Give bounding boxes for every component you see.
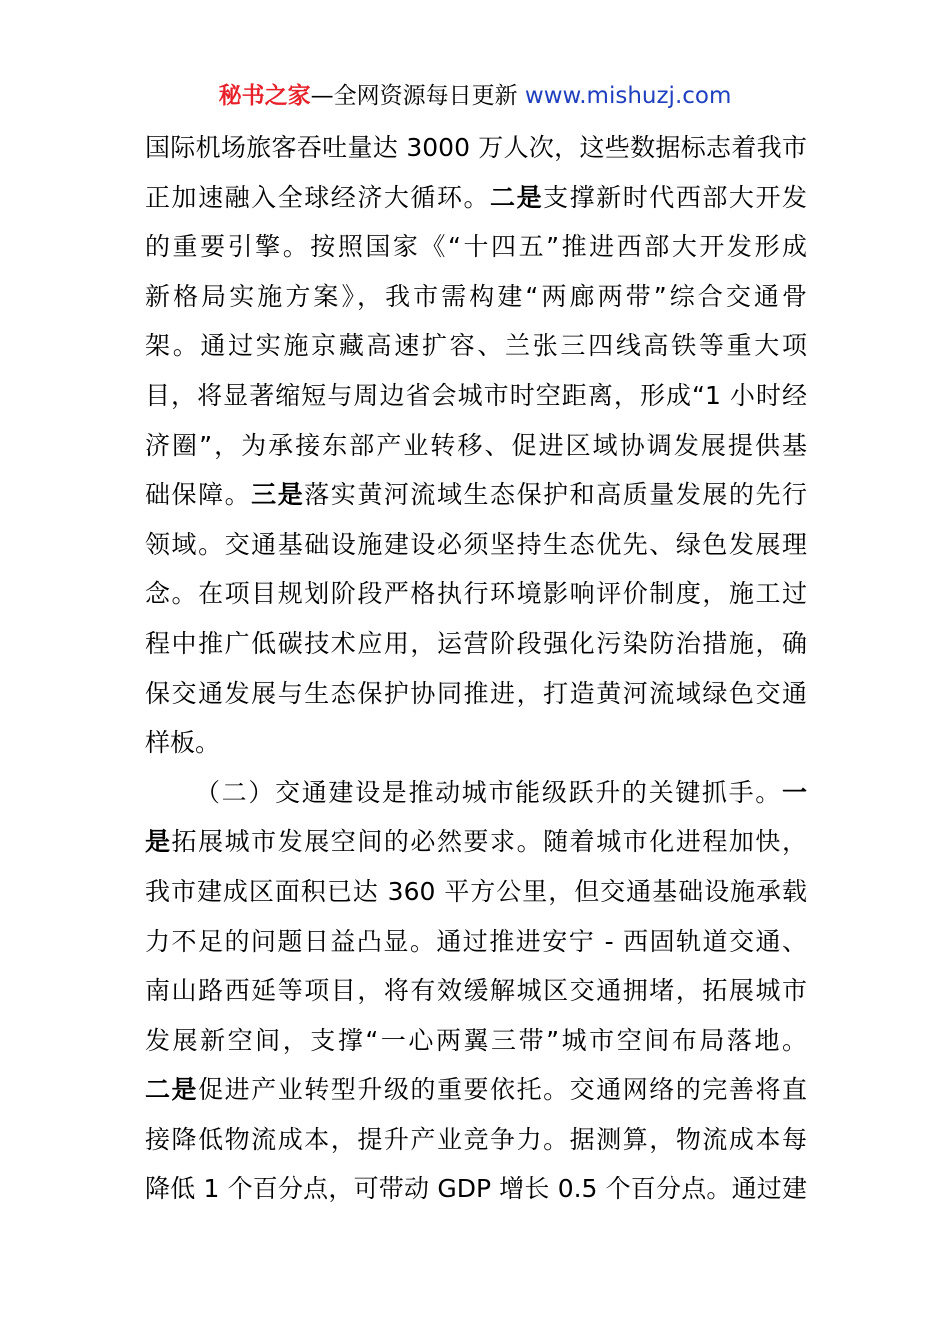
bold-run: 一	[781, 777, 807, 807]
text-line	[145, 917, 807, 967]
text-line	[145, 421, 807, 471]
text-run: 保交通发展与生态保护协同推进，打造黄河流域绿色交通	[145, 678, 807, 708]
text-run: 样板。	[145, 728, 221, 758]
bold-run: 二是	[145, 1075, 199, 1105]
text-line	[145, 1065, 807, 1115]
text-run: 的重要引擎。按照国家《“十四五”推进西部大开发形成	[145, 232, 807, 262]
text-run: 新格局实施方案》，我市需构建“两廊两带”综合交通骨	[145, 281, 807, 311]
text-run: 济圈”，为承接东部产业转移、促进区域协调发展提供基	[145, 430, 807, 460]
text-line	[145, 173, 807, 223]
text-run: 拓展城市发展空间的必然要求。随着城市化进程加快，	[171, 827, 807, 857]
bold-run: 三是	[251, 480, 305, 510]
text-run: 促进产业转型升级的重要依托。交通网络的完善将直	[198, 1075, 807, 1105]
text-run: 南山路西延等项目，将有效缓解城区交通拥堵，拓展城市	[145, 976, 807, 1006]
text-run: 架。通过实施京藏高速扩容、兰张三四线高铁等重大项	[145, 331, 807, 361]
text-line	[145, 321, 807, 371]
text-line	[145, 123, 807, 173]
text-run: 领域。交通基础设施建设必须坚持生态优先、绿色发展理	[145, 529, 807, 559]
text-run: （二）交通建设是推动城市能级跃升的关键抓手。	[195, 777, 782, 807]
text-line	[145, 1016, 807, 1066]
text-line	[145, 669, 807, 719]
text-run: 力不足的问题日益凸显。通过推进安宁 - 西固轨道交通、	[145, 926, 807, 956]
bold-run: 是	[145, 827, 172, 857]
header-tagline: —全网资源每日更新	[310, 83, 518, 109]
site-url[interactable]: www.mishuzj.com	[524, 83, 732, 109]
text-run: 发展新空间，支撑“一心两翼三带”城市空间布局落地。	[145, 1025, 807, 1055]
text-line	[145, 867, 807, 917]
text-line	[145, 1164, 807, 1214]
text-run: 正加速融入全球经济大循环。	[145, 182, 491, 212]
text-line	[145, 371, 807, 421]
text-line	[145, 1115, 807, 1165]
text-run: 念。在项目规划阶段严格执行环境影响评价制度，施工过	[145, 579, 807, 609]
text-line	[145, 470, 807, 520]
text-line	[145, 222, 807, 272]
text-run: 落实黄河流域生态保护和高质量发展的先行	[304, 480, 807, 510]
text-line	[145, 569, 807, 619]
text-line	[145, 817, 807, 867]
text-line	[145, 619, 807, 669]
text-run: 程中推广低碳技术应用，运营阶段强化污染防治措施，确	[145, 628, 807, 658]
text-line	[145, 272, 807, 322]
site-header	[0, 80, 950, 112]
text-line	[145, 520, 807, 570]
text-run: 支撑新时代西部大开发	[543, 182, 807, 212]
brand-name: 秘书之家	[218, 83, 311, 109]
text-line	[145, 768, 807, 818]
bold-run: 二是	[490, 182, 544, 212]
text-run: 我市建成区面积已达 360 平方公里，但交通基础设施承载	[145, 876, 807, 906]
text-run: 降低 1 个百分点，可带动 GDP 增长 0.5 个百分点。通过建	[145, 1174, 807, 1204]
text-run: 接降低物流成本，提升产业竞争力。据测算，物流成本每	[145, 1124, 807, 1154]
text-line	[145, 718, 807, 768]
text-run: 目，将显著缩短与周边省会城市时空距离，形成“1 小时经	[145, 380, 807, 410]
document-body	[145, 123, 807, 1214]
text-run: 础保障。	[145, 480, 252, 510]
text-line	[145, 966, 807, 1016]
text-run: 国际机场旅客吞吐量达 3000 万人次，这些数据标志着我市	[145, 133, 807, 162]
